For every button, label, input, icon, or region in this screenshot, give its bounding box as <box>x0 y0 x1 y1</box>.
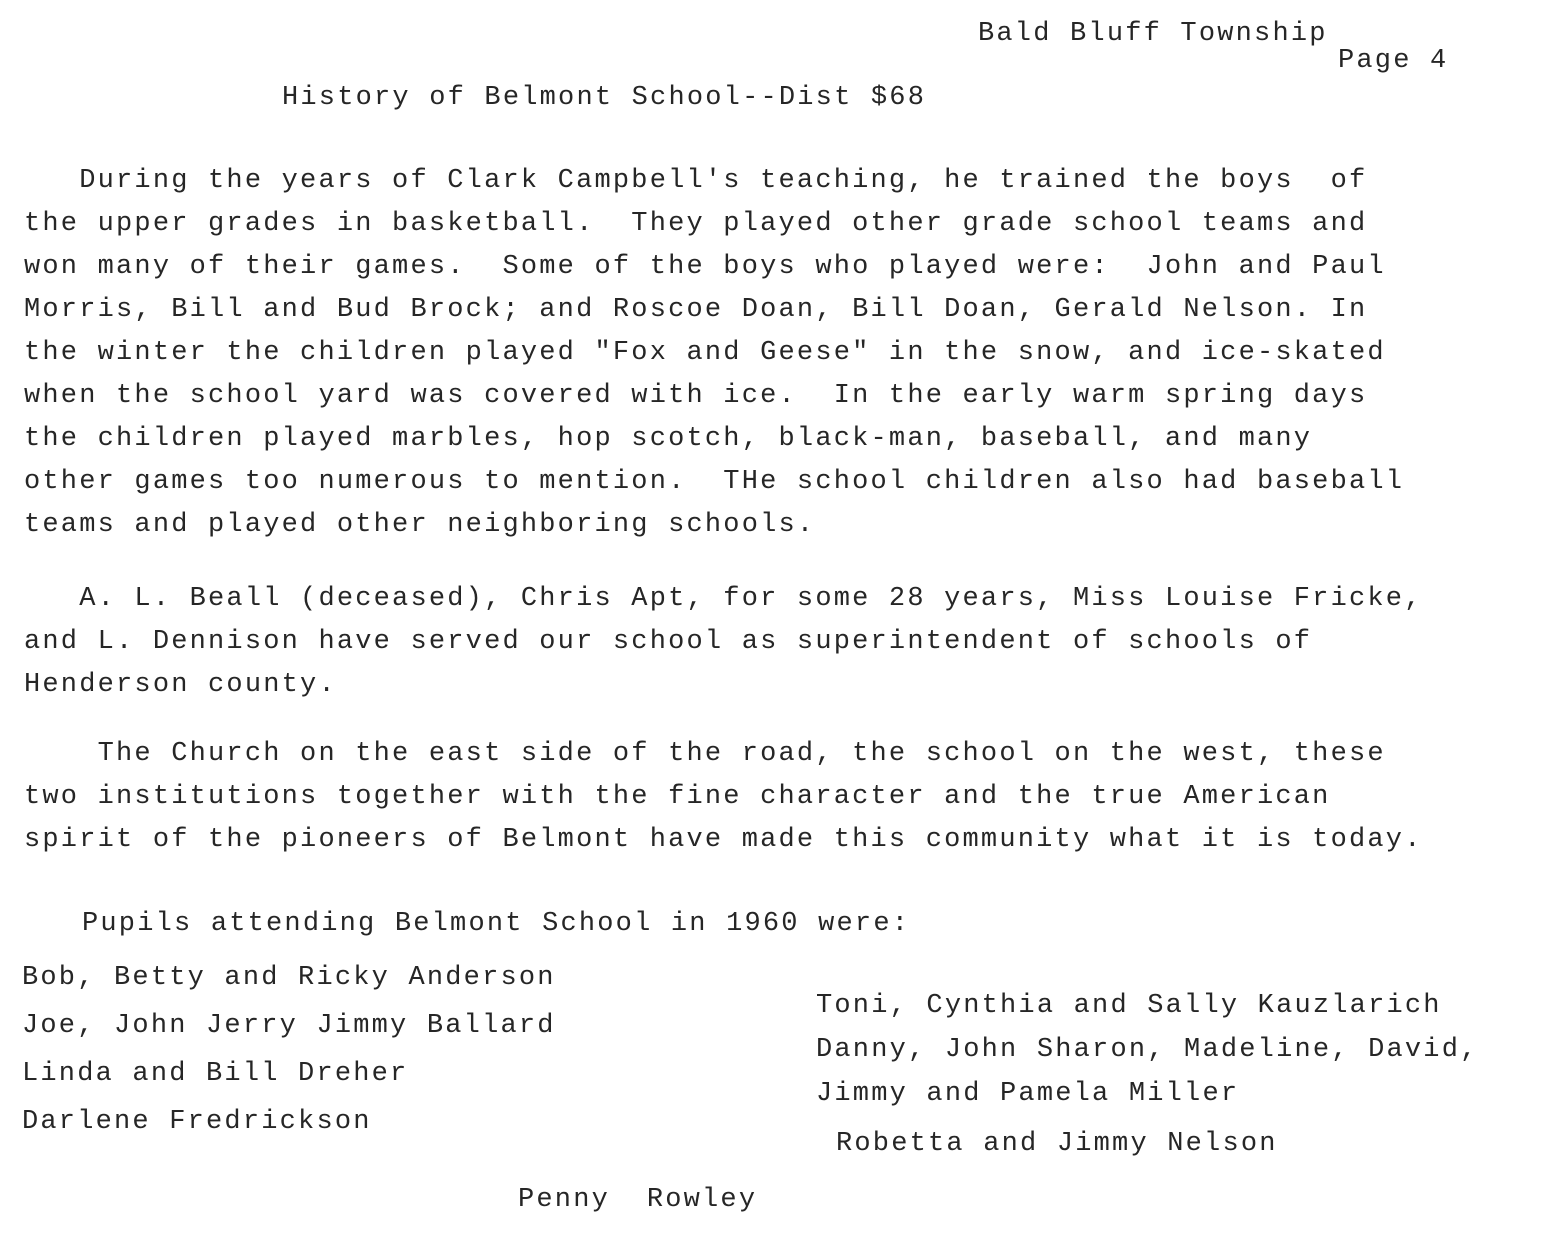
text-line: Henderson county. <box>24 670 337 700</box>
text-line: The Church on the east side of the road, the school on the west, these <box>24 739 1386 769</box>
pupil-family: Joe, John Jerry Jimmy Ballard <box>22 1011 556 1041</box>
pupil-family: Robetta and Jimmy Nelson <box>836 1129 1278 1159</box>
text-line: the upper grades in basketball. They played other grade school teams and <box>24 209 1368 239</box>
pupil-family: Toni, Cynthia and Sally Kauzlarich <box>816 991 1442 1021</box>
paragraph-community <box>24 733 1534 862</box>
text-line: and L. Dennison have served our school as superintendent of schools of <box>24 627 1313 657</box>
text-line: the winter the children played "Fox and Geese" in the snow, and ice-skated <box>24 338 1386 368</box>
pupil-family: Linda and Bill Dreher <box>22 1059 409 1089</box>
pupil-family: Bob, Betty and Ricky Anderson <box>22 963 556 993</box>
pupils-right-column <box>816 988 1479 1170</box>
text-line: During the years of Clark Campbell's teaching, he trained the boys of <box>24 166 1368 196</box>
text-line: teams and played other neighboring schools. <box>24 510 816 540</box>
pupil-family: Jimmy and Pamela Miller <box>816 1079 1240 1109</box>
pupils-intro: Pupils attending Belmont School in 1960 were: <box>82 909 911 939</box>
page-number: Page 4 <box>1338 46 1449 76</box>
text-line: spirit of the pioneers of Belmont have made this community what it is today. <box>24 825 1423 855</box>
township-header: Bald Bluff Township <box>978 19 1328 49</box>
text-line: A. L. Beall (deceased), Chris Apt, for some 28 years, Miss Louise Fricke, <box>24 584 1423 614</box>
pupils-left-column <box>22 960 556 1152</box>
text-line: other games too numerous to mention. THe school children also had baseball <box>24 467 1405 497</box>
text-line: when the school yard was covered with ice. In the early warm spring days <box>24 381 1368 411</box>
text-line: two institutions together with the fine character and the true American <box>24 782 1331 812</box>
text-line: won many of their games. Some of the boys who played were: John and Paul <box>24 252 1386 282</box>
text-line: Morris, Bill and Bud Brock; and Roscoe Doan, Bill Doan, Gerald Nelson. In <box>24 295 1368 325</box>
document-title: History of Belmont School--Dist $68 <box>282 83 927 113</box>
pupil-family: Darlene Fredrickson <box>22 1107 372 1137</box>
pupil-family: Danny, John Sharon, Madeline, David, <box>816 1035 1479 1065</box>
text-line: the children played marbles, hop scotch, black-man, baseball, and many <box>24 424 1313 454</box>
paragraph-basketball <box>24 160 1534 547</box>
paragraph-superintendents <box>24 578 1534 707</box>
pupil-family: Penny Rowley <box>518 1185 758 1215</box>
